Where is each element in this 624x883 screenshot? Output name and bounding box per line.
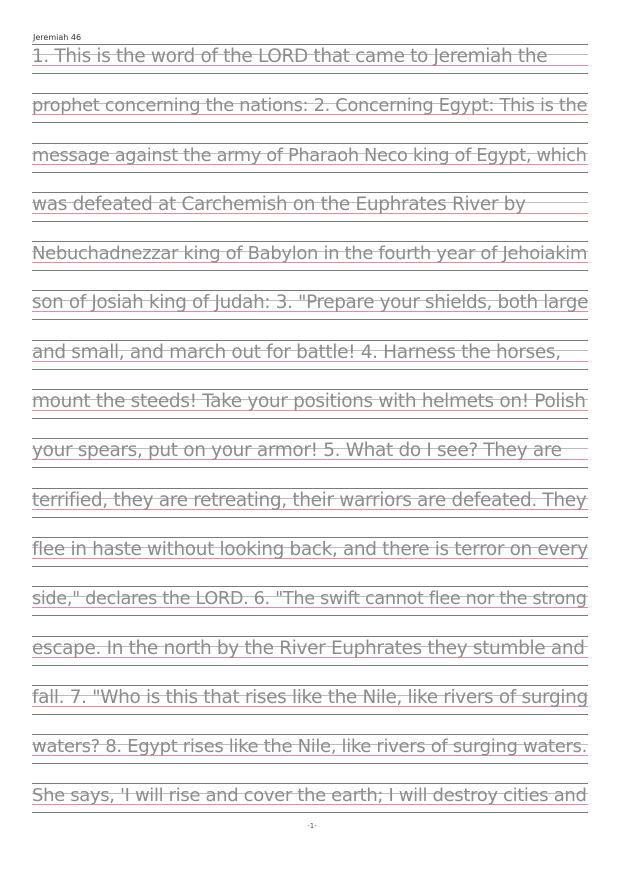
practice-line [32,488,588,537]
trace-text: waters? 8. Egypt rises like the Nile, like rivers of surging waters. [32,736,587,758]
practice-line [32,586,588,635]
practice-line [32,636,588,685]
practice-line [32,44,588,93]
trace-text: terrified, they are retreating, their warriors are defeated. They [32,489,587,511]
trace-text: mount the steeds! Take your positions with helmets on! Polish [32,391,586,413]
practice-line [32,93,588,142]
page-number: -1- [307,822,317,830]
trace-text: son of Josiah king of Judah: 3. "Prepare your shields, both large [32,292,589,314]
trace-text: She says, 'I will rise and cover the earth; I will destroy cities and [32,785,587,807]
trace-text: was defeated at Carchemish on the Euphrates River by [32,193,526,215]
trace-text: side," declares the LORD. 6. "The swift cannot flee nor the strong [32,589,587,610]
trace-text: your spears, put on your armor! 5. What do I see? They are [32,440,562,462]
trace-text: escape. In the north by the River Euphrates they stumble and [32,637,585,659]
trace-text: fall. 7. "Who is this that rises like the Nile, like rivers of surging [32,686,588,708]
practice-line [32,438,588,487]
practice-line [32,685,588,734]
trace-text: Nebuchadnezzar king of Babylon in the fourth year of Jehoiakim [32,243,588,265]
trace-text: message against the army of Pharaoh Neco king of Egypt, which [32,144,587,166]
handwriting-practice-lines [32,44,588,833]
trace-text: and small, and march out for battle! 4. Harness the horses, [32,341,561,363]
practice-line [32,192,588,241]
trace-text: 1. This is the word of the LORD that came to Jeremiah the [32,46,548,67]
practice-line [32,241,588,290]
practice-line [32,389,588,438]
practice-line [32,340,588,389]
trace-text: prophet concerning the nations: 2. Concerning Egypt: This is the [32,95,588,117]
practice-line [32,537,588,586]
trace-text: flee in haste without looking back, and there is terror on every [32,538,588,560]
practice-line [32,734,588,783]
page-header: Jeremiah 46 [33,33,82,42]
practice-line [32,290,588,339]
practice-line [32,143,588,192]
